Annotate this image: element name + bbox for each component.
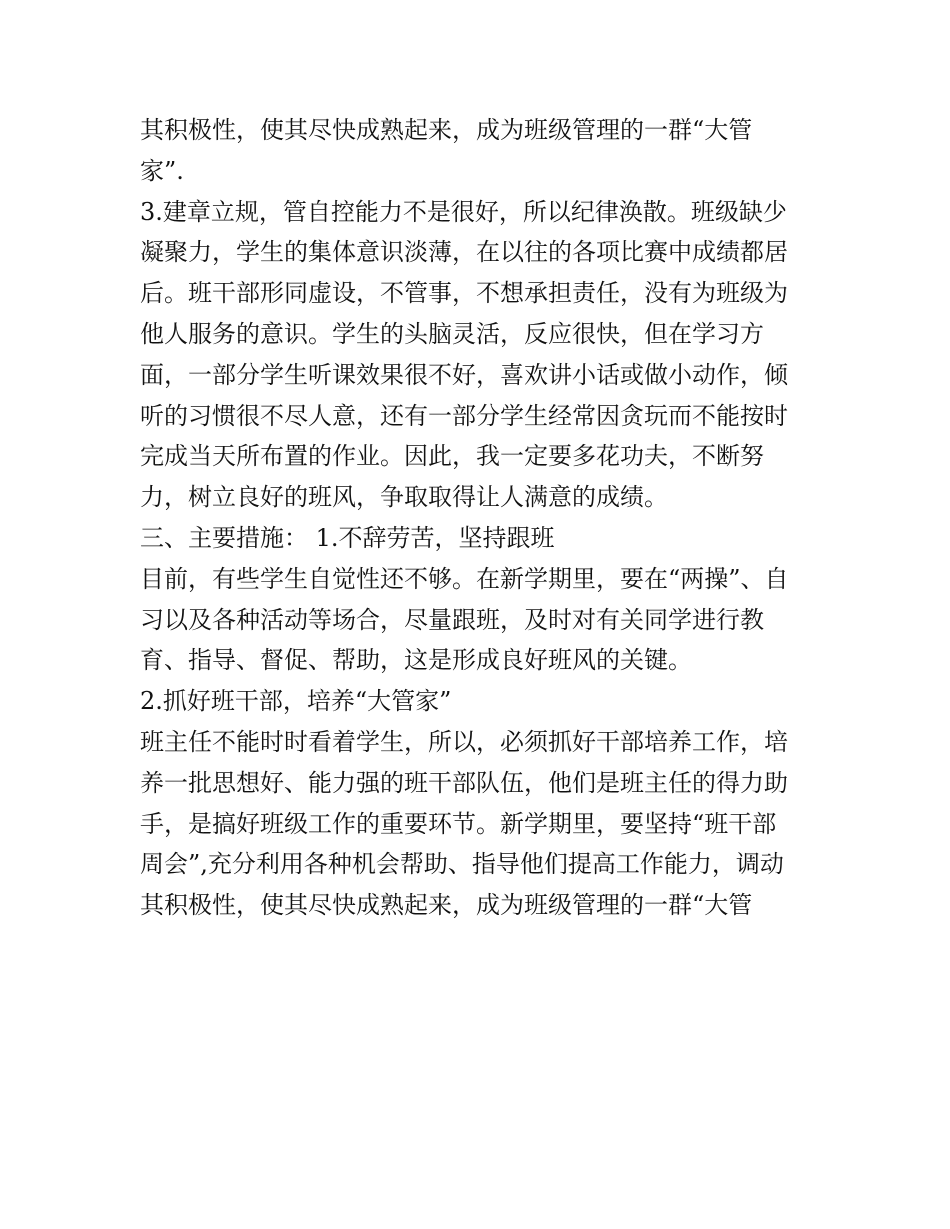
text-line: 育、指导、督促、帮助，这是形成良好班风的关键。	[140, 646, 692, 675]
text-line: 面，一部分学生听课效果很不好，喜欢讲小话或做小动作，倾	[140, 360, 788, 389]
text-line: 后。班干部形同虚设，不管事，不想承担责任，没有为班级为	[140, 279, 788, 308]
text-line: 其积极性，使其尽快成熟起来，成为班级管理的一群“大管	[140, 116, 753, 144]
text-line: 习以及各种活动等场合，尽量跟班，及时对有关同学进行教	[140, 605, 764, 634]
text-line: 家”.	[140, 156, 184, 185]
text-line: 听的习惯很不尽人意，还有一部分学生经常因贪玩而不能按时	[140, 401, 788, 430]
text-line: 周会”,充分利用各种机会帮助、指导他们提高工作能力，调动	[140, 850, 784, 879]
text-line: 力，树立良好的班风，争取取得让人满意的成绩。	[140, 483, 668, 512]
text-line: 完成当天所布置的作业。因此，我一定要多花功夫，不断努	[140, 442, 764, 471]
text-line: 凝聚力，学生的集体意识淡薄，在以往的各项比赛中成绩都居	[140, 238, 788, 267]
text-line: 他人服务的意识。学生的头脑灵活，反应很快，但在学习方	[140, 319, 764, 348]
text-line: 目前，有些学生自觉性还不够。在新学期里，要在“两操”、自	[140, 564, 789, 593]
text-line: 班主任不能时时看着学生，所以，必须抓好干部培养工作，培	[140, 727, 788, 756]
text-line: 3.建章立规，管自控能力不是很好，所以纪律涣散。班级缺少	[140, 197, 787, 226]
text-line: 其积极性，使其尽快成熟起来，成为班级管理的一群“大管	[140, 891, 753, 920]
subheading-line: 2.抓好班干部，培养“大管家”	[140, 687, 452, 716]
section-heading-line: 三、主要措施： 1.不辞劳苦，坚持跟班	[140, 523, 555, 552]
text-line: 手，是搞好班级工作的重要环节。新学期里，要坚持“班干部	[140, 809, 777, 838]
text-line: 养一批思想好、能力强的班干部队伍，他们是班主任的得力助	[140, 768, 788, 797]
document-body	[140, 110, 820, 926]
